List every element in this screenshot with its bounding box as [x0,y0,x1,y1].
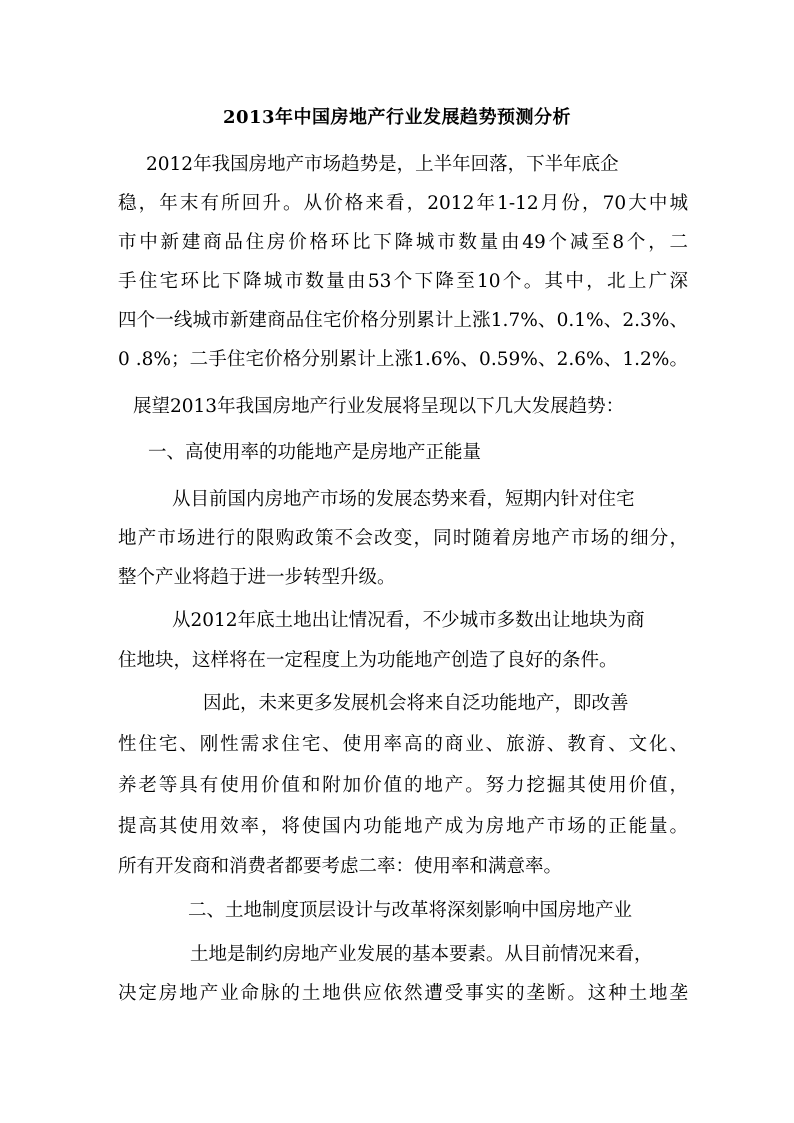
section-heading: 一、高使用率的功能地产是房地产正能量 [148,442,482,463]
paragraph-line: 所有开发商和消费者都要考虑二率：使用率和满意率。 [118,856,563,877]
section-heading: 二、土地制度顶层设计与改革将深刻影响中国房地产业 [188,900,633,921]
paragraph-line: 展望2013年我国房地产行业发展将呈现以下几大发展趋势： [133,396,625,417]
paragraph-line: 因此，未来更多发展机会将来自泛功能地产，即改善 [203,693,629,714]
paragraph-line: 提高其使用效率，将使国内功能地产成为房地产市场的正能量。 [118,816,688,837]
paragraph-line: 决定房地产业命脉的土地供应依然遭受事实的垄断。这种土地垄 [118,983,688,1004]
paragraph-line: 从2012年底土地出让情况看，不少城市多数出让地块为商 [172,610,645,631]
paragraph-line: 从目前国内房地产市场的发展态势来看，短期内针对住宅 [172,489,635,510]
paragraph-line: 稳，年末有所回升。从价格来看，2012年1-12月份，70大中城 [118,193,688,214]
document-title: 2013年中国房地产行业发展趋势预测分析 [222,107,572,128]
paragraph-line: 手住宅环比下降城市数量由53个下降至10个。其中，北上广深 [118,271,688,292]
paragraph-line: 性住宅、刚性需求住宅、使用率高的商业、旅游、教育、文化、 [118,734,688,755]
paragraph-line: 地产市场进行的限购政策不会改变，同时随着房地产市场的细分， [118,528,688,549]
paragraph-line: 0 .8%；二手住宅价格分别累计上涨1.6%、0.59%、2.6%、1.2%。 [118,349,688,370]
paragraph-line: 2012年我国房地产市场趋势是，上半年回落，下半年底企 [146,154,619,175]
paragraph-line: 养老等具有使用价值和附加价值的地产。努力挖掘其使用价值， [118,775,688,796]
paragraph-line: 四个一线城市新建商品住宅价格分别累计上涨1.7%、0.1%、2.3%、 [118,310,688,331]
paragraph-line: 住地块，这样将在一定程度上为功能地产创造了良好的条件。 [118,650,618,671]
paragraph-line: 市中新建商品住房价格环比下降城市数量由49个减至8个，二 [118,232,688,253]
paragraph-line: 整个产业将趋于进一步转型升级。 [118,567,396,588]
paragraph-line: 土地是制约房地产业发展的基本要素。从目前情况来看， [190,944,653,965]
